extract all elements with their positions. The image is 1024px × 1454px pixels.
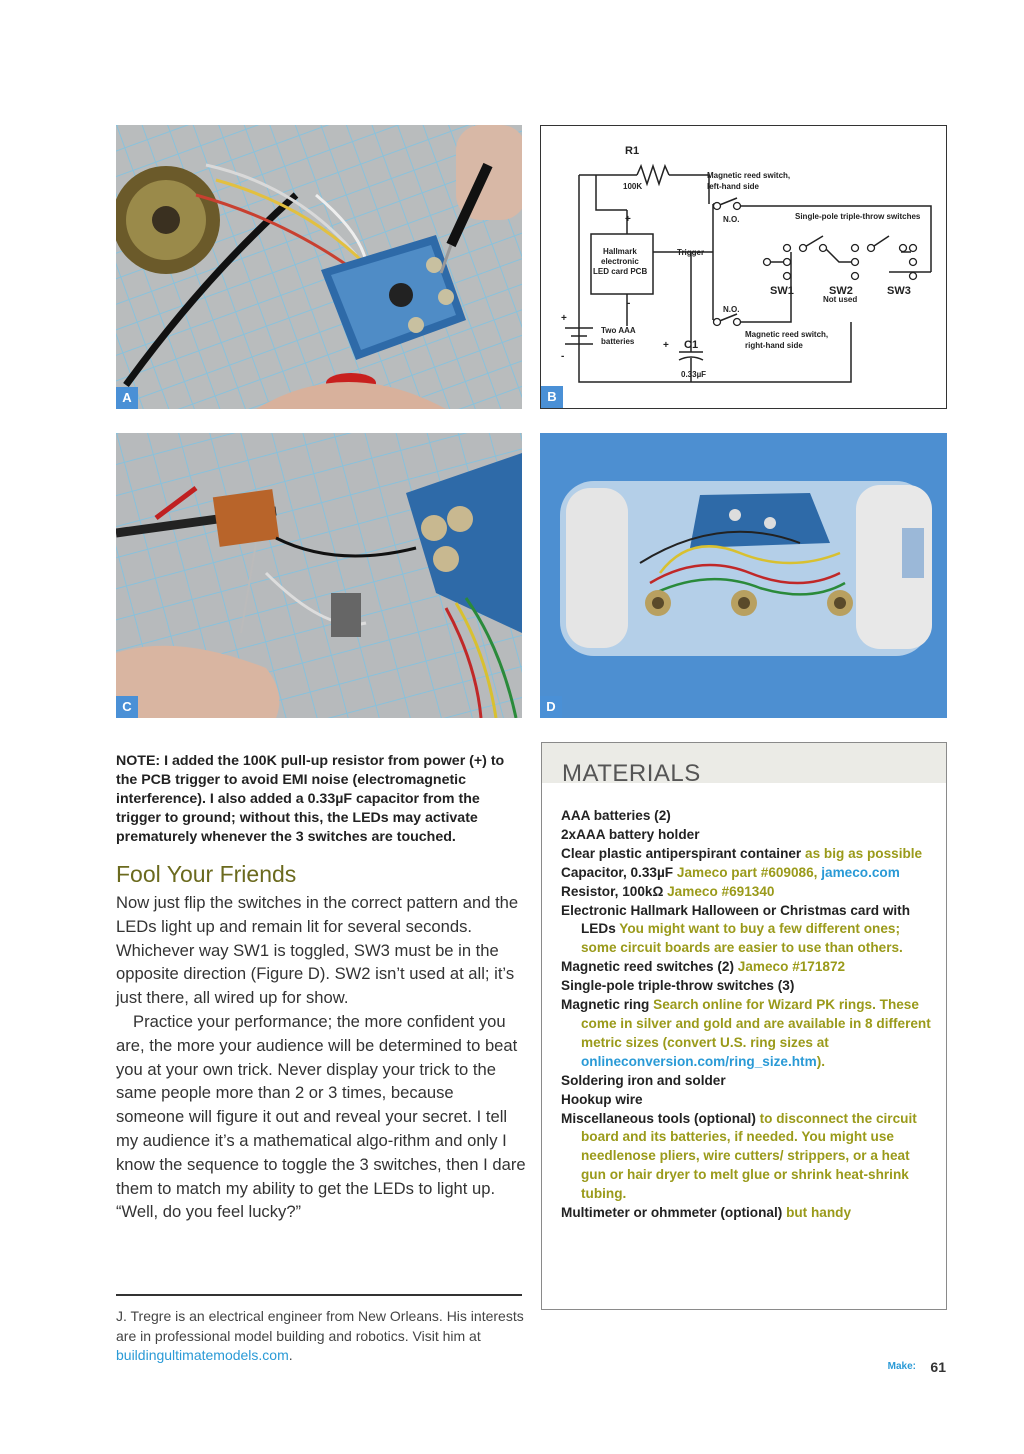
pcb-minus: - — [627, 298, 631, 309]
no-top-label: N.O. — [723, 215, 740, 224]
materials-item — [561, 1110, 936, 1205]
brand-logo: Make: — [887, 1361, 916, 1373]
material-name: AAA batteries (2) — [561, 808, 671, 823]
materials-item — [561, 902, 936, 959]
materials-box — [541, 742, 947, 1310]
material-name: Resistor, 100kΩ — [561, 883, 664, 899]
battery-minus: - — [561, 351, 565, 362]
materials-item — [561, 996, 936, 1072]
material-name: Magnetic reed switches (2) — [561, 959, 734, 975]
sw2-label: SW2 — [829, 285, 853, 297]
reed-left-line1: Magnetic reed switch, — [707, 171, 791, 180]
sw3-label: SW3 — [887, 285, 911, 297]
design-note: NOTE: I added the 100K pull-up resistor from power (+) to the PCB trigger to avoid EMI noise (electromagnetic interference). I also added a 0.33µF capacitor from the trigger to ground; without this, the LEDs may activate prematurely whenever the 3 switches are touched. — [116, 753, 505, 845]
reed-right-line2: right-hand side — [745, 341, 803, 350]
figure-a-label: A — [116, 387, 138, 409]
sw2-note: Not used — [823, 295, 858, 304]
figure-b-label: B — [541, 386, 563, 408]
material-note: Jameco #691340 — [667, 883, 775, 899]
materials-item — [561, 1072, 936, 1091]
material-name: Soldering iron and solder — [561, 1072, 726, 1088]
materials-item — [561, 1091, 936, 1110]
page-footer — [888, 1358, 946, 1376]
material-link[interactable]: onlineconversion.com/ring_size.htm — [581, 1053, 817, 1069]
bio-text: J. Tregre is an electrical engineer from New Orleans. His interests are in professional model building and robotics. Visit him at — [116, 1308, 524, 1344]
material-name: Miscellaneous tools (optional) — [561, 1110, 756, 1126]
figure-b-schematic — [540, 125, 947, 409]
material-note: as big as possible — [805, 845, 923, 861]
material-name: Single-pole triple-throw switches (3) — [561, 978, 795, 994]
pcb-plus: + — [625, 214, 631, 225]
pcb-line3: LED card PCB — [593, 267, 648, 276]
materials-item — [561, 883, 936, 902]
figure-d-image — [540, 433, 947, 718]
figure-c-label: C — [116, 696, 138, 718]
author-bio — [116, 1307, 526, 1366]
material-link[interactable]: jameco.com — [821, 864, 900, 880]
material-note: but handy — [786, 1205, 852, 1221]
materials-item — [561, 864, 936, 883]
material-note-end: ). — [816, 1053, 825, 1069]
material-name: Multimeter or ohmmeter (optional) — [561, 1205, 783, 1221]
materials-item — [561, 977, 936, 996]
material-name: Hookup wire — [561, 1091, 643, 1107]
circuit-diagram — [541, 126, 945, 407]
material-note: Search online for Wizard PK rings. These come in silver and gold and are available in 8 different metric sizes (convert U.S. ring sizes at — [581, 997, 931, 1050]
material-note: Jameco #171872 — [737, 959, 846, 975]
figure-a-photo — [116, 125, 522, 409]
section-title: Fool Your Friends — [116, 861, 297, 887]
figure-c-photo — [116, 433, 522, 718]
materials-item — [561, 826, 936, 845]
paragraph-1: Now just flip the switches in the correct pattern and the LEDs light up and remain lit for several seconds. Whichever way SW1 is toggled, SW3 must be in the opposite direction (Figure D). SW2 isn’t used at all; it’s just there, all wired up for show. — [116, 893, 519, 1008]
materials-list — [542, 783, 946, 1223]
figure-a-image — [116, 125, 522, 409]
c1-value: 0.33µF — [681, 370, 707, 379]
battery-line1: Two AAA — [601, 326, 636, 335]
r1-label: R1 — [625, 145, 640, 157]
pcb-line1: Hallmark — [603, 247, 637, 256]
figure-d-label: D — [540, 696, 562, 718]
bio-end: . — [288, 1347, 293, 1363]
no-bottom-label: N.O. — [723, 305, 740, 314]
material-note: Jameco part #609086, — [676, 864, 818, 880]
materials-item — [561, 807, 936, 826]
material-note: You might want to buy a few different ones; some circuit boards are easier to use than others. — [581, 921, 903, 956]
material-name: Clear plastic antiperspirant container — [561, 845, 802, 861]
body-text — [116, 891, 526, 1224]
material-name: 2xAAA battery holder — [561, 826, 700, 842]
material-name: Magnetic ring — [561, 997, 650, 1013]
page-number: 61 — [930, 1358, 946, 1375]
spdt-label: Single-pole triple-throw switches — [795, 212, 921, 221]
battery-plus: + — [561, 313, 567, 324]
material-name: Electronic Hallmark Halloween or Christmas card with LEDs — [561, 902, 911, 937]
cap-plus: + — [663, 340, 669, 351]
figure-d-photo — [540, 433, 947, 718]
bio-divider — [116, 1294, 522, 1296]
material-note: to disconnect the circuit board and its batteries, if needed. You might use needlenose pliers, wire cutters/ strippers, or a heat gun or hair dryer to melt glue or shrink heat-shrink tubing. — [581, 1110, 917, 1202]
r1-value: 100K — [623, 182, 643, 191]
materials-item — [561, 958, 936, 977]
materials-title: MATERIALS — [542, 743, 946, 783]
paragraph-2: Practice your performance; the more confident you are, the more your audience will be determined to beat you at your own trick. Never display your trick to the same people more than 2 or 3 times, because someone will figure it out and reveal your secret. I tell my audience it’s a mathematical algo-rithm and only I know the sequence to toggle the 3 switches, then I dare them to match my ability to get the LEDs to light up. “Well, do you feel lucky?” — [116, 1011, 526, 1222]
reed-left-line2: left-hand side — [707, 182, 760, 191]
trigger-label: Trigger — [677, 248, 705, 257]
materials-item — [561, 845, 936, 864]
material-name: Capacitor, 0.33µF — [561, 864, 674, 880]
materials-item — [561, 1204, 936, 1223]
bio-website-link[interactable]: buildingultimatemodels.com — [116, 1347, 289, 1363]
pcb-line2: electronic — [601, 257, 639, 266]
c1-label: C1 — [684, 339, 699, 351]
reed-right-line1: Magnetic reed switch, — [745, 330, 829, 339]
battery-line2: batteries — [601, 337, 635, 346]
sw1-label: SW1 — [770, 285, 794, 297]
figure-c-image — [116, 433, 522, 718]
